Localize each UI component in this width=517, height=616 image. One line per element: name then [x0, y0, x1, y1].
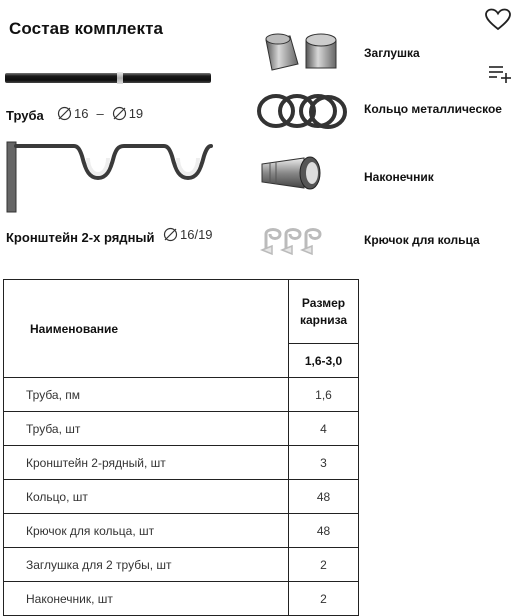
bracket-diameter: [163, 227, 213, 242]
component-label-ring-hook: Крючок для кольца: [364, 233, 480, 247]
diameter-icon: [163, 227, 178, 242]
table-row: [4, 446, 359, 480]
ring-hook-icon: [256, 220, 346, 258]
table-header-name: Наименование: [4, 280, 289, 378]
end-cap-icon: [256, 30, 342, 74]
add-to-list-icon[interactable]: [488, 64, 512, 84]
heart-icon[interactable]: [485, 8, 511, 32]
table-cell-name: Труба, шт: [4, 412, 289, 446]
table-cell-value: 48: [289, 480, 359, 514]
component-label-metal-ring: Кольцо металлическое: [364, 102, 502, 116]
bracket-image: [6, 140, 213, 214]
pipe-diameter-b: 19: [128, 106, 144, 121]
metal-ring-icon: [256, 92, 348, 130]
pipe-label: Труба: [6, 108, 44, 123]
pipe-image: [5, 70, 211, 86]
table-row: [4, 514, 359, 548]
table-cell-value: 3: [289, 446, 359, 480]
table-cell-value: 2: [289, 582, 359, 616]
table-cell-value: 1,6: [289, 378, 359, 412]
table-cell-name: Наконечник, шт: [4, 582, 289, 616]
table-cell-name: Кронштейн 2-рядный, шт: [4, 446, 289, 480]
pipe-diameter: [57, 106, 143, 121]
table-cell-name: Заглушка для 2 трубы, шт: [4, 548, 289, 582]
bracket-diameter-value: 16/19: [180, 227, 213, 242]
table-cell-value: 2: [289, 548, 359, 582]
table-row: [4, 480, 359, 514]
table-cell-value: 4: [289, 412, 359, 446]
pipe-diameter-a: 16: [74, 106, 89, 121]
table-row: [4, 582, 359, 616]
table-cell-name: Труба, пм: [4, 378, 289, 412]
table-cell-value: 48: [289, 514, 359, 548]
table-header-range: 1,6-3,0: [289, 344, 359, 378]
component-label-end-cap: Заглушка: [364, 46, 420, 60]
table-row: [4, 412, 359, 446]
component-label-finial: Наконечник: [364, 170, 434, 184]
table-row: [4, 378, 359, 412]
bracket-label: Кронштейн 2-х рядный: [6, 230, 155, 245]
table-row: [4, 548, 359, 582]
kit-contents-table: [3, 279, 359, 616]
diameter-icon: [112, 106, 127, 121]
diameter-icon: [57, 106, 72, 121]
table-header-size: Размер карниза: [289, 280, 359, 344]
finial-icon: [256, 152, 326, 194]
table-cell-name: Крючок для кольца, шт: [4, 514, 289, 548]
pipe-diameter-dash: –: [96, 106, 104, 121]
page-title: Состав комплекта: [9, 19, 164, 38]
table-cell-name: Кольцо, шт: [4, 480, 289, 514]
